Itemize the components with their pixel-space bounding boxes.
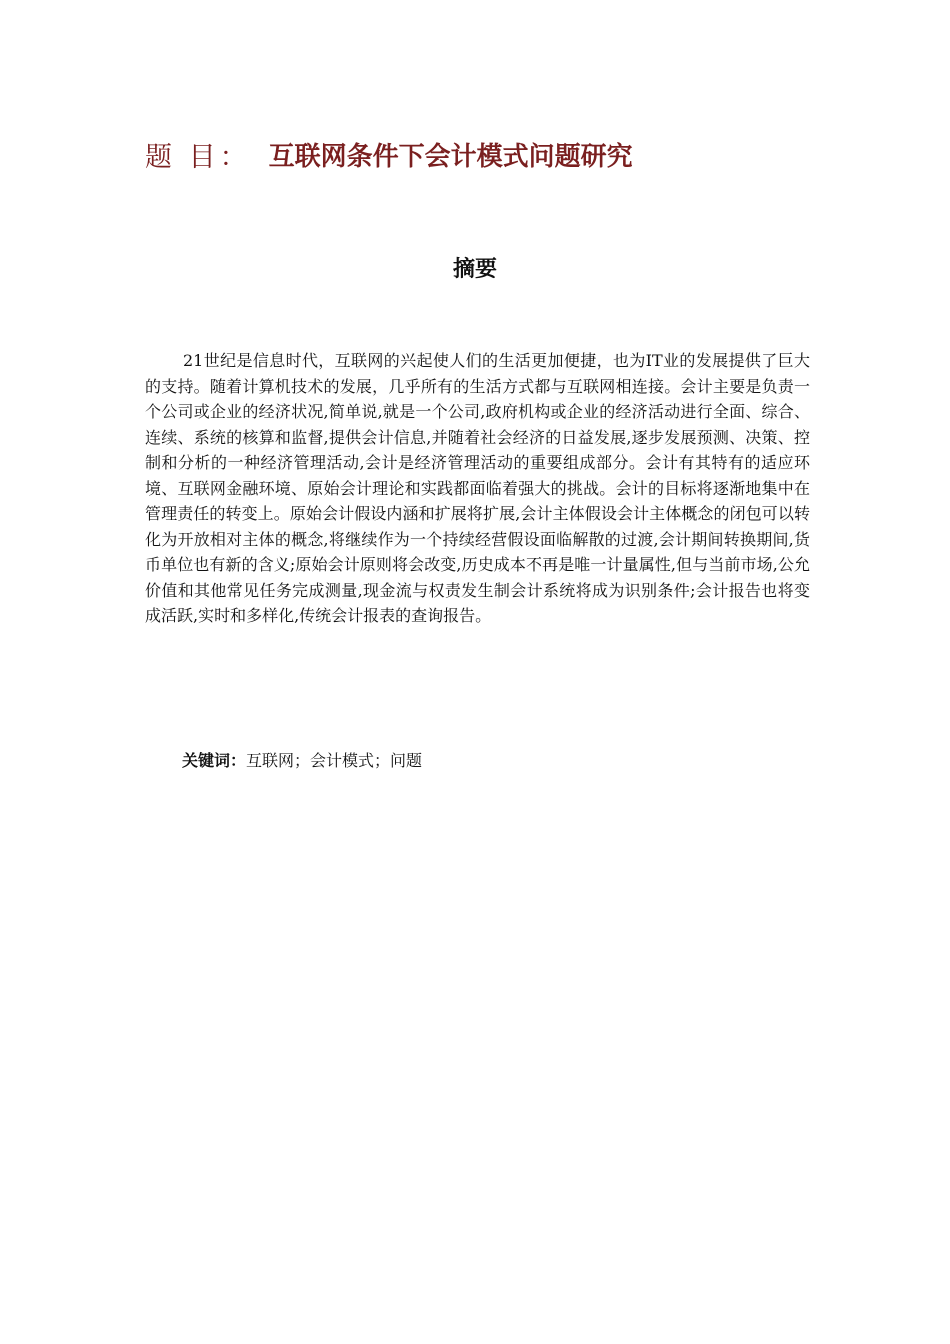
document-title (145, 132, 633, 176)
keywords-label: 关键词： (182, 751, 247, 770)
title-label: 题 目： (145, 141, 251, 173)
abstract-heading: 摘要 (452, 257, 497, 282)
abstract-body: 21世纪是信息时代，互联网的兴起使人们的生活更加便捷，也为IT业的发展提供了巨大的支持。随着计算机技术的发展，几乎所有的生活方式都与互联网相连接。会计主要是负责一个公司或企业的经济状况,简单说,就是一个公司,政府机构或企业的经济活动进行全面、综合、连续、系统的核算和监督,提供会计信息,并随着社会经济的日益发展,逐步发展预测、决策、控制和分析的一种经济管理活动,会计是经济管理活动的重要组成部分。会计有其特有的适应环境、互联网金融环境、原始会计理论和实践都面临着强大的挑战。会计的目标将逐渐地集中在管理责任的转变上。原始会计假设内涵和扩展将扩展,会计主体假设会计主体概念的闭包可以转化为开放相对主体的概念,将继续作为一个持续经营假设面临解散的过渡,会计期间转换期间,货币单位也有新的含义;原始会计原则将会改变,历史成本不再是唯一计量属性,但与当前市场,公允价值和其他常见任务完成测量,现金流与权责发生制会计系统将成为识别条件;会计报告也将变成活跃,实时和多样化,传统会计报表的查询报告。 (145, 351, 810, 625)
keywords-line (182, 748, 422, 773)
title-text: 互联网条件下会计模式问题研究 (268, 141, 633, 172)
keywords-value: 互联网；会计模式；问题 (246, 751, 423, 770)
